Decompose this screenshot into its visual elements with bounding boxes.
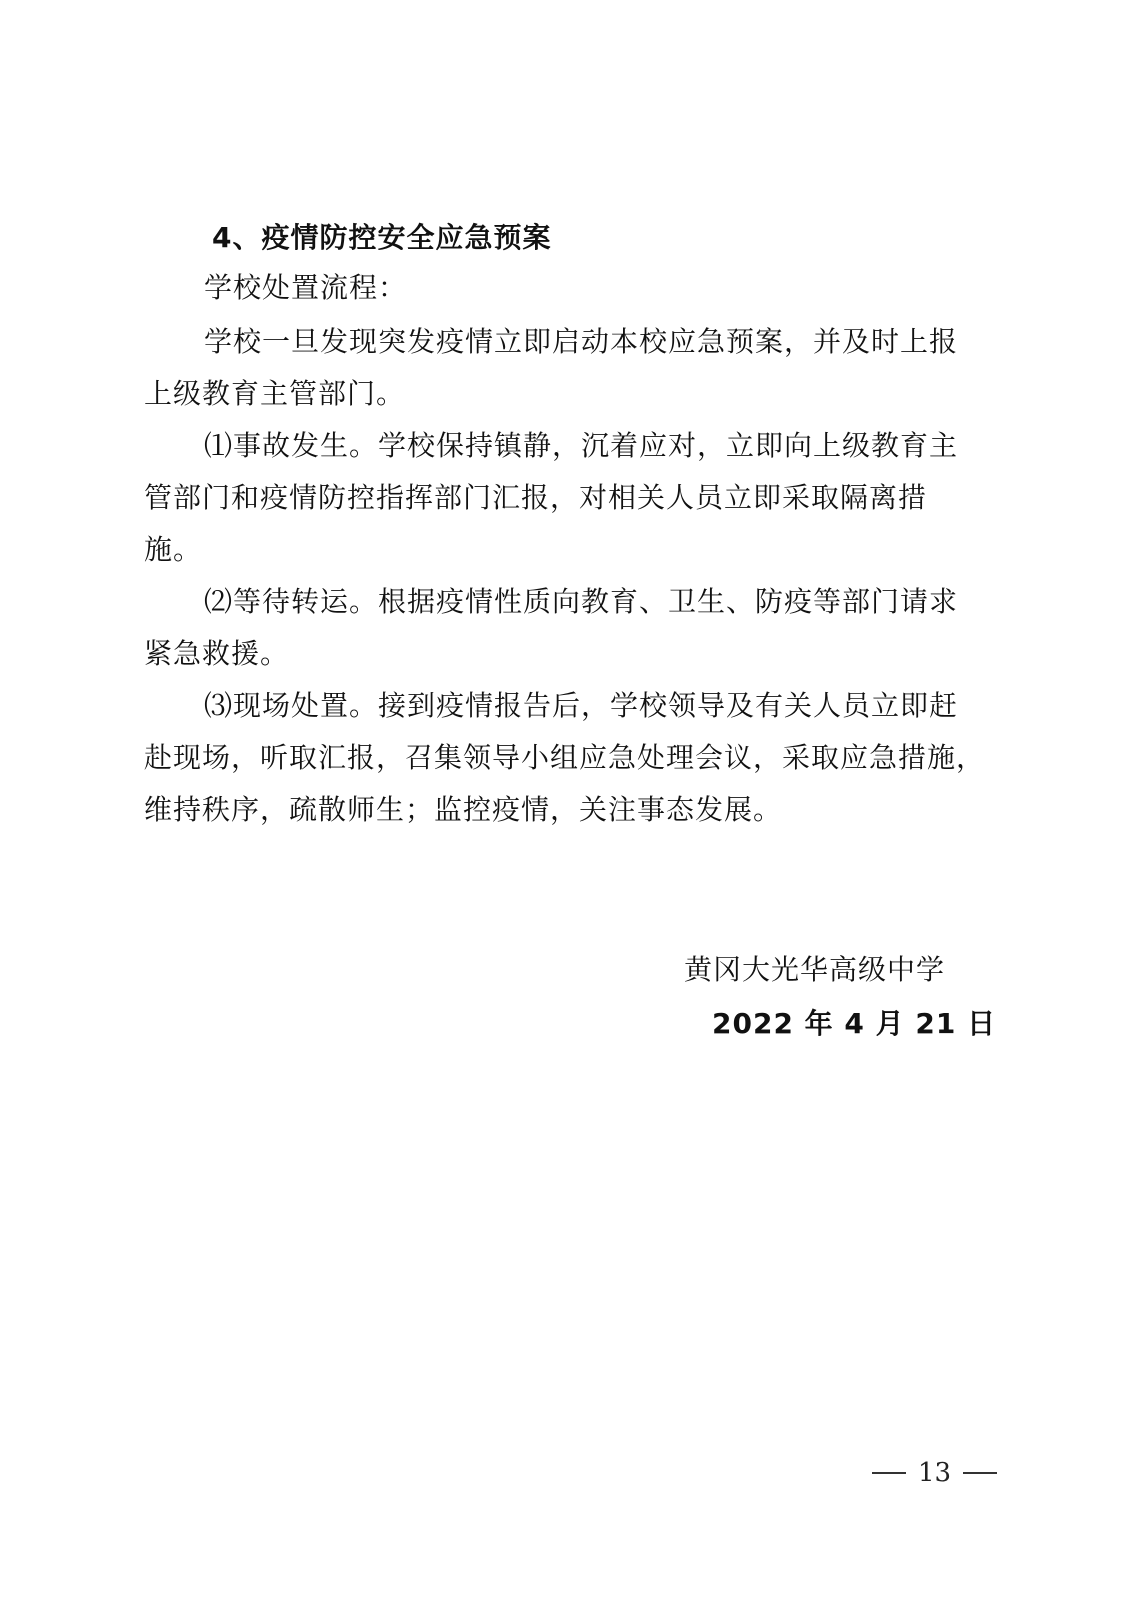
dash-left — [872, 1472, 906, 1474]
procedure-label: 学校处置流程： — [204, 271, 408, 304]
paragraph-line: 施。 — [144, 533, 203, 566]
paragraph-line: 赴现场，听取汇报，召集领导小组应急处理会议，采取应急措施， — [144, 741, 986, 774]
dash-right — [963, 1472, 997, 1474]
paragraph-line: 维持秩序，疏散师生；监控疫情，关注事态发展。 — [144, 793, 783, 826]
paragraph-line: ⑴事故发生。学校保持镇静，沉着应对，立即向上级教育主 — [204, 429, 959, 462]
paragraph-line: 紧急救援。 — [144, 637, 290, 670]
paragraph-line: 管部门和疫情防控指挥部门汇报，对相关人员立即采取隔离措 — [144, 481, 928, 514]
signature-organization: 黄冈大光华高级中学 — [684, 953, 946, 986]
page-number-value: 13 — [918, 1458, 952, 1488]
signature-date: 2022 年 4 月 21 日 — [712, 1007, 997, 1040]
section-heading: 4、疫情防控安全应急预案 — [212, 221, 552, 254]
paragraph-line: 上级教育主管部门。 — [144, 377, 406, 410]
paragraph-line: ⑵等待转运。根据疫情性质向教育、卫生、防疫等部门请求 — [204, 585, 959, 618]
paragraph-line: 学校一旦发现突发疫情立即启动本校应急预案，并及时上报 — [204, 325, 959, 358]
page-number — [872, 1458, 997, 1488]
paragraph-line: ⑶现场处置。接到疫情报告后，学校领导及有关人员立即赶 — [204, 689, 959, 722]
